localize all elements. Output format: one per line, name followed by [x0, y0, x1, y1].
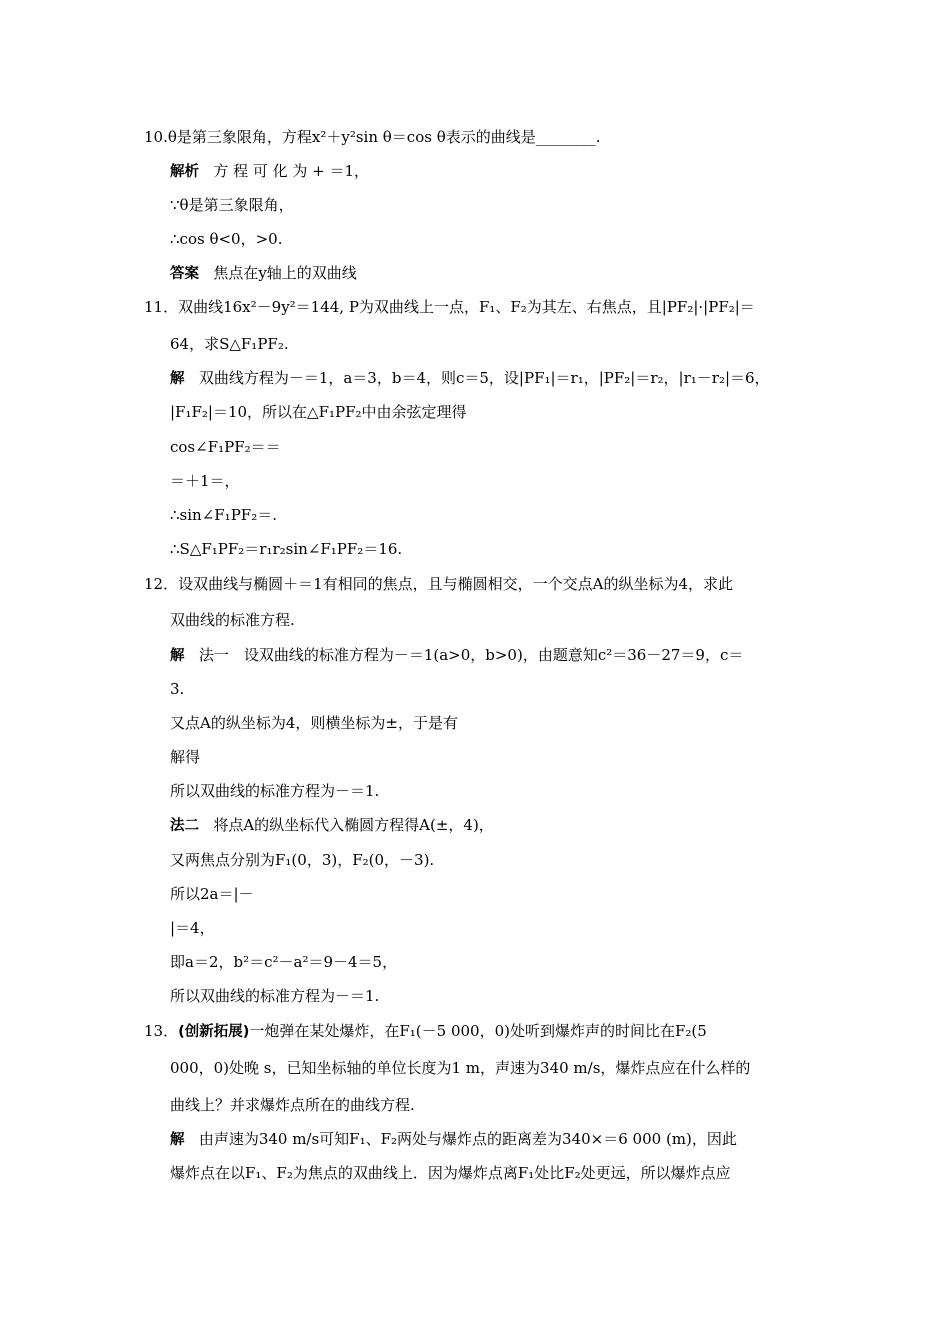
problem-13-question-line1 [144, 1021, 707, 1042]
problem-10-line3: ∴cos θ<0，>0. [170, 230, 283, 248]
problem-13-solution-line1 [170, 1129, 737, 1150]
problem-11-solution-line4: ＝＋1＝， [170, 472, 240, 490]
answer-label: 答案 [170, 266, 199, 282]
problem-11-solution-line6: ∴S△F₁PF₂＝r₁r₂sin∠F₁PF₂＝16. [170, 540, 403, 558]
problem-12-solution-line7: 又两焦点分别为F₁(0，3)，F₂(0，－3). [170, 851, 435, 869]
answer-text: 焦点在y轴上的双曲线 [213, 264, 357, 282]
problem-12-solution-line9: |＝4， [170, 919, 215, 937]
problem-10-analysis [170, 161, 369, 182]
problem-12-question-line1: 12．设双曲线与椭圆＋＝1有相同的焦点，且与椭圆相交，一个交点A的纵坐标为4，求此 [144, 575, 734, 593]
problem-12-method2-line [170, 815, 494, 836]
method2-text: 将点A的纵坐标代入椭圆方程得A(±，4)， [213, 816, 494, 834]
problem-12-solution-line1 [170, 645, 743, 666]
problem-10-line2: ∵θ是第三象限角， [170, 196, 294, 214]
problem-12-solution-line3: 又点A的纵坐标为4，则横坐标为±，于是有 [170, 714, 458, 732]
analysis-text: 方 程 可 化 为 + ＝1， [213, 162, 370, 180]
problem-13-solution-line2: 爆炸点在以F₁、F₂为焦点的双曲线上．因为爆炸点离F₁处比F₂处更远，所以爆炸点应 [170, 1164, 731, 1182]
solution-text: 双曲线方程为－＝1，a＝3，b＝4，则c＝5，设|PF₁|＝r₁，|PF₂|＝r₂，|r₁－r₂|＝6， [198, 369, 770, 387]
problem-11-solution-line1 [170, 368, 770, 389]
problem-12-solution-line8: 所以2a＝|－ [170, 885, 254, 903]
problem-12-solution-line5: 所以双曲线的标准方程为－＝1. [170, 782, 380, 800]
solution-label: 解 [170, 648, 185, 664]
method2-label: 法二 [170, 818, 199, 834]
problem-11-question-line2: 64，求S△F₁PF₂. [170, 335, 289, 353]
analysis-label: 解析 [170, 164, 199, 180]
problem-10-question: 10.θ是第三象限角，方程x²＋y²sin θ＝cos θ表示的曲线是________. [144, 128, 601, 146]
problem-12-question-line2: 双曲线的标准方程. [170, 611, 295, 629]
problem-13-number: 13． [144, 1022, 179, 1040]
problem-13-question-line2: 000，0)处晚 s，已知坐标轴的单位长度为1 m，声速为340 m/s，爆炸点应在什么样的 [170, 1059, 751, 1077]
problem-11-solution-line5: ∴sin∠F₁PF₂＝. [170, 506, 277, 524]
problem-13-question-line3: 曲线上？并求爆炸点所在的曲线方程. [170, 1096, 415, 1114]
solution-text: 法一 设双曲线的标准方程为－＝1(a>0，b>0)，由题意知c²＝36－27＝9，c＝ [198, 646, 744, 664]
problem-11-solution-line2: |F₁F₂|＝10，所以在△F₁PF₂中由余弦定理得 [170, 403, 467, 421]
solution-text: 由声速为340 m/s可知F₁、F₂两处与爆炸点的距离差为340×＝6 000 (m)，因此 [198, 1130, 737, 1148]
problem-12-solution-line11: 所以双曲线的标准方程为－＝1. [170, 987, 380, 1005]
problem-11-solution-line3: cos∠F₁PF₂＝＝ [170, 438, 281, 456]
problem-12-solution-line2: 3. [170, 680, 185, 698]
problem-13-tag: (创新拓展) [178, 1024, 250, 1040]
solution-label: 解 [170, 1132, 185, 1148]
problem-12-solution-line4: 解得 [170, 748, 201, 766]
problem-11-question-line1: 11．双曲线16x²－9y²＝144, P为双曲线上一点，F₁、F₂为其左、右焦点，且|PF₂|·|PF₂|＝ [144, 298, 755, 316]
problem-12-solution-line10: 即a＝2，b²＝c²－a²＝9－4＝5， [170, 953, 398, 971]
problem-10-answer [170, 263, 357, 284]
problem-13-question-text: 一炮弹在某处爆炸，在F₁(－5 000，0)处听到爆炸声的时间比在F₂(5 [249, 1022, 707, 1040]
solution-label: 解 [170, 371, 185, 387]
